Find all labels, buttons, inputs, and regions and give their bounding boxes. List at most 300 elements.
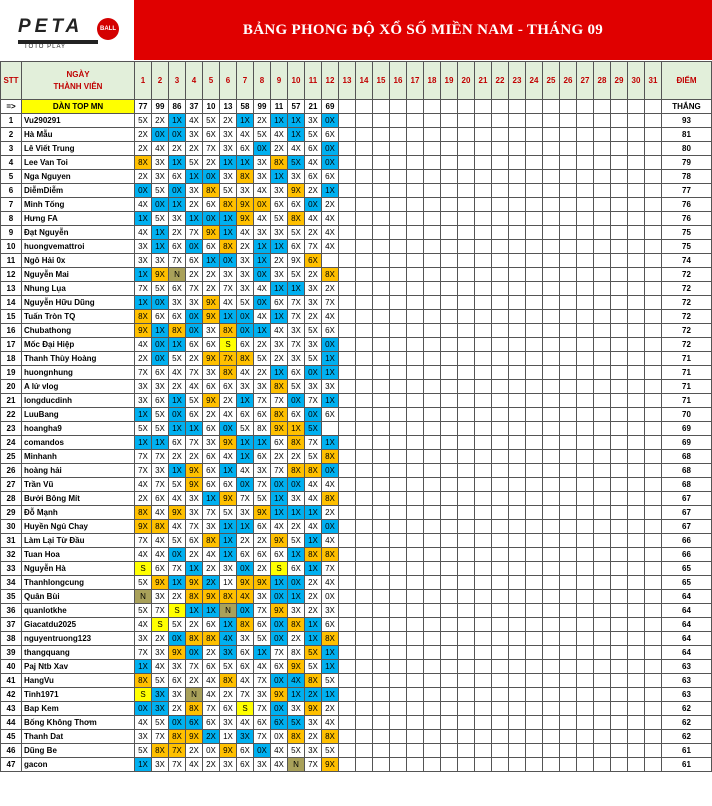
- result-cell: 6X: [305, 254, 322, 268]
- result-cell: [339, 576, 356, 590]
- top-pick-value: [645, 100, 662, 114]
- result-cell: [577, 632, 594, 646]
- result-cell: 5X: [135, 422, 152, 436]
- result-cell: [475, 632, 492, 646]
- result-cell: 1X: [220, 212, 237, 226]
- result-cell: 7X: [169, 254, 186, 268]
- result-cell: 8X: [237, 352, 254, 366]
- result-cell: 1X: [135, 660, 152, 674]
- member-name: comandos: [22, 436, 135, 450]
- result-cell: [560, 576, 577, 590]
- member-stt: 41: [1, 674, 22, 688]
- result-cell: [373, 702, 390, 716]
- result-cell: 4X: [271, 324, 288, 338]
- result-cell: [390, 114, 407, 128]
- result-cell: [339, 170, 356, 184]
- result-cell: 8X: [322, 268, 339, 282]
- result-cell: [407, 128, 424, 142]
- member-row: [1, 394, 712, 408]
- result-cell: [577, 492, 594, 506]
- result-cell: 5X: [152, 408, 169, 422]
- result-cell: [441, 184, 458, 198]
- member-score: 72: [662, 310, 712, 324]
- result-cell: [492, 366, 509, 380]
- result-cell: 5X: [322, 744, 339, 758]
- result-cell: 3X: [220, 562, 237, 576]
- result-cell: [628, 142, 645, 156]
- result-cell: 1X: [271, 576, 288, 590]
- result-cell: [611, 408, 628, 422]
- result-cell: 6X: [271, 660, 288, 674]
- result-cell: [526, 758, 543, 772]
- result-cell: 2X: [305, 576, 322, 590]
- result-cell: 1X: [152, 240, 169, 254]
- member-name: nguyentruong123: [22, 632, 135, 646]
- member-stt: 10: [1, 240, 22, 254]
- result-cell: 4X: [271, 744, 288, 758]
- result-cell: 7X: [186, 436, 203, 450]
- result-cell: [475, 422, 492, 436]
- header-day-13: 13: [339, 62, 356, 100]
- result-cell: [645, 450, 662, 464]
- result-cell: [424, 646, 441, 660]
- result-cell: 3X: [237, 730, 254, 744]
- result-cell: 1X: [271, 114, 288, 128]
- header-day-26: 26: [560, 62, 577, 100]
- member-name: Đỗ Mạnh: [22, 506, 135, 520]
- result-cell: 8X: [322, 450, 339, 464]
- result-cell: 6X: [322, 170, 339, 184]
- result-cell: 5X: [254, 128, 271, 142]
- result-cell: [594, 366, 611, 380]
- result-cell: [594, 422, 611, 436]
- result-cell: [407, 366, 424, 380]
- member-stt: 11: [1, 254, 22, 268]
- result-cell: [475, 338, 492, 352]
- result-cell: [390, 408, 407, 422]
- result-cell: [407, 632, 424, 646]
- result-cell: 3X: [271, 184, 288, 198]
- result-cell: [543, 464, 560, 478]
- result-cell: [611, 492, 628, 506]
- result-cell: [475, 478, 492, 492]
- result-cell: 0X: [237, 562, 254, 576]
- result-cell: [594, 646, 611, 660]
- result-cell: 0X: [271, 590, 288, 604]
- result-cell: 0X: [271, 730, 288, 744]
- result-cell: [543, 366, 560, 380]
- result-cell: [424, 436, 441, 450]
- member-row: [1, 408, 712, 422]
- result-cell: [492, 492, 509, 506]
- result-cell: 3X: [220, 128, 237, 142]
- result-cell: 1X: [220, 310, 237, 324]
- result-cell: 9X: [203, 394, 220, 408]
- result-cell: [611, 142, 628, 156]
- result-cell: [611, 674, 628, 688]
- top-pick-value: [373, 100, 390, 114]
- result-cell: 4X: [135, 716, 152, 730]
- result-cell: 5X: [305, 646, 322, 660]
- result-cell: [509, 674, 526, 688]
- result-cell: [407, 520, 424, 534]
- result-cell: [356, 338, 373, 352]
- result-cell: [526, 618, 543, 632]
- result-cell: [424, 562, 441, 576]
- result-cell: [407, 268, 424, 282]
- result-cell: [492, 562, 509, 576]
- result-cell: [577, 674, 594, 688]
- result-cell: 0X: [152, 338, 169, 352]
- result-cell: [560, 702, 577, 716]
- result-cell: 4X: [135, 198, 152, 212]
- result-cell: 6X: [271, 436, 288, 450]
- result-cell: [424, 660, 441, 674]
- result-cell: [356, 240, 373, 254]
- top-pick-value: 21: [305, 100, 322, 114]
- result-cell: [441, 324, 458, 338]
- result-cell: 8X: [135, 674, 152, 688]
- result-cell: 0X: [169, 184, 186, 198]
- member-score: 64: [662, 618, 712, 632]
- result-cell: 3X: [220, 716, 237, 730]
- result-cell: 6X: [254, 520, 271, 534]
- result-cell: 4X: [135, 478, 152, 492]
- member-name: Hà Mẫu: [22, 128, 135, 142]
- result-cell: [560, 366, 577, 380]
- header-day-15: 15: [373, 62, 390, 100]
- member-name: Tuấn Tròn TQ: [22, 310, 135, 324]
- member-stt: 46: [1, 744, 22, 758]
- result-cell: 0X: [288, 478, 305, 492]
- result-cell: [475, 646, 492, 660]
- result-cell: 2X: [254, 562, 271, 576]
- member-row: [1, 310, 712, 324]
- result-cell: 9X: [186, 478, 203, 492]
- result-cell: [339, 240, 356, 254]
- result-cell: [628, 380, 645, 394]
- result-cell: [492, 184, 509, 198]
- result-cell: 4X: [135, 618, 152, 632]
- result-cell: [373, 296, 390, 310]
- result-cell: [390, 422, 407, 436]
- member-name: Nguyễn Hữu Dũng: [22, 296, 135, 310]
- result-cell: [492, 142, 509, 156]
- result-cell: 9X: [220, 744, 237, 758]
- result-cell: [509, 352, 526, 366]
- result-cell: [560, 282, 577, 296]
- result-cell: 3X: [254, 688, 271, 702]
- member-row: [1, 674, 712, 688]
- member-stt: 18: [1, 352, 22, 366]
- result-cell: 6X: [203, 660, 220, 674]
- header-day-1: 1: [135, 62, 152, 100]
- result-cell: 2X: [152, 114, 169, 128]
- result-cell: [594, 492, 611, 506]
- result-cell: [475, 506, 492, 520]
- result-cell: [560, 254, 577, 268]
- result-cell: 3X: [152, 156, 169, 170]
- member-name: Thanh Dat: [22, 730, 135, 744]
- member-stt: 6: [1, 184, 22, 198]
- result-cell: [594, 198, 611, 212]
- result-cell: [390, 254, 407, 268]
- result-cell: [628, 422, 645, 436]
- result-cell: [492, 632, 509, 646]
- result-cell: [560, 114, 577, 128]
- result-cell: [526, 366, 543, 380]
- result-cell: 7X: [152, 450, 169, 464]
- result-cell: [543, 646, 560, 660]
- result-cell: [458, 380, 475, 394]
- result-cell: [492, 548, 509, 562]
- result-cell: 5X: [220, 660, 237, 674]
- result-cell: [560, 590, 577, 604]
- result-cell: [577, 660, 594, 674]
- top-pick-value: [526, 100, 543, 114]
- result-cell: [475, 268, 492, 282]
- result-cell: [356, 520, 373, 534]
- top-pick-marker: =>: [1, 100, 22, 114]
- result-cell: [424, 352, 441, 366]
- result-cell: [458, 478, 475, 492]
- result-cell: 0X: [322, 464, 339, 478]
- result-cell: 6X: [220, 380, 237, 394]
- result-cell: 3X: [271, 338, 288, 352]
- result-cell: 2X: [237, 534, 254, 548]
- result-cell: [373, 128, 390, 142]
- result-cell: [509, 366, 526, 380]
- result-cell: [407, 716, 424, 730]
- result-cell: [390, 268, 407, 282]
- result-cell: [458, 170, 475, 184]
- result-cell: [645, 534, 662, 548]
- result-cell: 2X: [322, 282, 339, 296]
- result-cell: [594, 716, 611, 730]
- result-cell: [441, 604, 458, 618]
- member-row: [1, 660, 712, 674]
- result-cell: [373, 464, 390, 478]
- member-score: 71: [662, 352, 712, 366]
- result-cell: 1X: [271, 282, 288, 296]
- result-cell: [356, 156, 373, 170]
- result-cell: 5X: [169, 478, 186, 492]
- member-stt: 4: [1, 156, 22, 170]
- result-cell: [441, 730, 458, 744]
- result-cell: [390, 282, 407, 296]
- result-cell: 1X: [186, 422, 203, 436]
- result-cell: [441, 142, 458, 156]
- result-cell: [441, 296, 458, 310]
- member-row: [1, 744, 712, 758]
- result-cell: [628, 324, 645, 338]
- result-cell: [543, 548, 560, 562]
- result-cell: [492, 296, 509, 310]
- member-row: [1, 324, 712, 338]
- result-cell: [424, 688, 441, 702]
- result-cell: 6X: [305, 170, 322, 184]
- result-cell: 1X: [322, 436, 339, 450]
- result-cell: 2X: [203, 646, 220, 660]
- result-cell: [577, 324, 594, 338]
- result-cell: 2X: [288, 520, 305, 534]
- result-cell: [356, 688, 373, 702]
- result-cell: 4X: [288, 674, 305, 688]
- result-cell: 0X: [203, 744, 220, 758]
- result-cell: [407, 660, 424, 674]
- result-cell: 1X: [169, 464, 186, 478]
- member-row: [1, 282, 712, 296]
- result-cell: [628, 478, 645, 492]
- result-cell: [390, 716, 407, 730]
- result-cell: [475, 170, 492, 184]
- result-cell: [407, 296, 424, 310]
- result-cell: [492, 450, 509, 464]
- result-cell: 5X: [254, 632, 271, 646]
- result-cell: [628, 268, 645, 282]
- result-cell: [611, 324, 628, 338]
- member-row: [1, 534, 712, 548]
- result-cell: 6X: [203, 422, 220, 436]
- result-cell: N: [169, 268, 186, 282]
- result-cell: [577, 604, 594, 618]
- result-cell: [628, 506, 645, 520]
- result-cell: [458, 646, 475, 660]
- member-row: [1, 590, 712, 604]
- result-cell: 3X: [305, 114, 322, 128]
- result-cell: [509, 464, 526, 478]
- result-cell: [509, 254, 526, 268]
- result-cell: 7X: [203, 702, 220, 716]
- result-cell: [543, 240, 560, 254]
- result-cell: 0X: [237, 324, 254, 338]
- result-cell: 7X: [254, 674, 271, 688]
- result-cell: [390, 744, 407, 758]
- result-cell: [390, 436, 407, 450]
- result-cell: 1X: [169, 422, 186, 436]
- result-cell: 8X: [322, 632, 339, 646]
- result-cell: 1X: [135, 758, 152, 772]
- result-cell: [356, 226, 373, 240]
- top-pick-value: [577, 100, 594, 114]
- result-cell: [526, 702, 543, 716]
- result-cell: [441, 744, 458, 758]
- result-cell: [407, 758, 424, 772]
- result-cell: [611, 268, 628, 282]
- result-cell: [492, 618, 509, 632]
- result-cell: 3X: [288, 702, 305, 716]
- result-cell: [492, 408, 509, 422]
- member-name: huongnhung: [22, 366, 135, 380]
- result-cell: [407, 450, 424, 464]
- result-cell: [373, 646, 390, 660]
- result-cell: [424, 492, 441, 506]
- result-cell: [543, 352, 560, 366]
- result-cell: [526, 310, 543, 324]
- result-cell: [577, 184, 594, 198]
- result-cell: 6X: [152, 394, 169, 408]
- result-cell: [373, 282, 390, 296]
- result-cell: [594, 254, 611, 268]
- result-cell: [475, 436, 492, 450]
- header-day-27: 27: [577, 62, 594, 100]
- result-cell: 0X: [322, 142, 339, 156]
- result-cell: 1X: [288, 506, 305, 520]
- member-score: 64: [662, 590, 712, 604]
- result-cell: 3X: [237, 632, 254, 646]
- top-pick-value: 77: [135, 100, 152, 114]
- result-cell: 9X: [186, 730, 203, 744]
- member-name: Trần Vũ: [22, 478, 135, 492]
- result-cell: 5X: [135, 604, 152, 618]
- result-cell: 6X: [186, 716, 203, 730]
- result-cell: [492, 310, 509, 324]
- result-cell: [526, 632, 543, 646]
- result-cell: 6X: [237, 646, 254, 660]
- result-cell: [441, 660, 458, 674]
- result-cell: [560, 562, 577, 576]
- result-cell: 0X: [254, 198, 271, 212]
- result-cell: [407, 380, 424, 394]
- result-cell: S: [271, 562, 288, 576]
- result-cell: [441, 590, 458, 604]
- result-cell: [356, 716, 373, 730]
- result-cell: [458, 450, 475, 464]
- member-row: [1, 366, 712, 380]
- result-cell: 5X: [322, 674, 339, 688]
- result-cell: [356, 380, 373, 394]
- result-cell: [339, 156, 356, 170]
- result-cell: [458, 562, 475, 576]
- result-cell: [339, 380, 356, 394]
- result-cell: 7X: [271, 464, 288, 478]
- header-day-10: 10: [288, 62, 305, 100]
- result-cell: [458, 422, 475, 436]
- result-cell: 1X: [305, 632, 322, 646]
- result-cell: [356, 604, 373, 618]
- result-cell: 1X: [254, 646, 271, 660]
- result-cell: 6X: [254, 450, 271, 464]
- result-cell: [475, 492, 492, 506]
- result-cell: 2X: [271, 142, 288, 156]
- result-cell: 2X: [288, 632, 305, 646]
- result-cell: 1X: [305, 534, 322, 548]
- header-day-9: 9: [271, 62, 288, 100]
- result-cell: 5X: [254, 492, 271, 506]
- result-cell: 5X: [288, 716, 305, 730]
- result-cell: 0X: [305, 408, 322, 422]
- result-cell: [339, 548, 356, 562]
- result-cell: 0X: [169, 128, 186, 142]
- result-cell: 0X: [322, 156, 339, 170]
- result-cell: [645, 380, 662, 394]
- result-cell: 7X: [169, 744, 186, 758]
- member-score: 76: [662, 198, 712, 212]
- result-cell: 5X: [169, 352, 186, 366]
- result-cell: [560, 660, 577, 674]
- result-cell: [458, 128, 475, 142]
- header-member-day: NGÀY: [66, 69, 90, 79]
- result-cell: 3X: [186, 296, 203, 310]
- result-cell: [475, 716, 492, 730]
- member-name: Lê Viết Trung: [22, 142, 135, 156]
- result-cell: [339, 534, 356, 548]
- result-cell: 6X: [237, 660, 254, 674]
- result-cell: [645, 310, 662, 324]
- result-cell: [594, 534, 611, 548]
- result-cell: [458, 142, 475, 156]
- result-cell: 4X: [169, 520, 186, 534]
